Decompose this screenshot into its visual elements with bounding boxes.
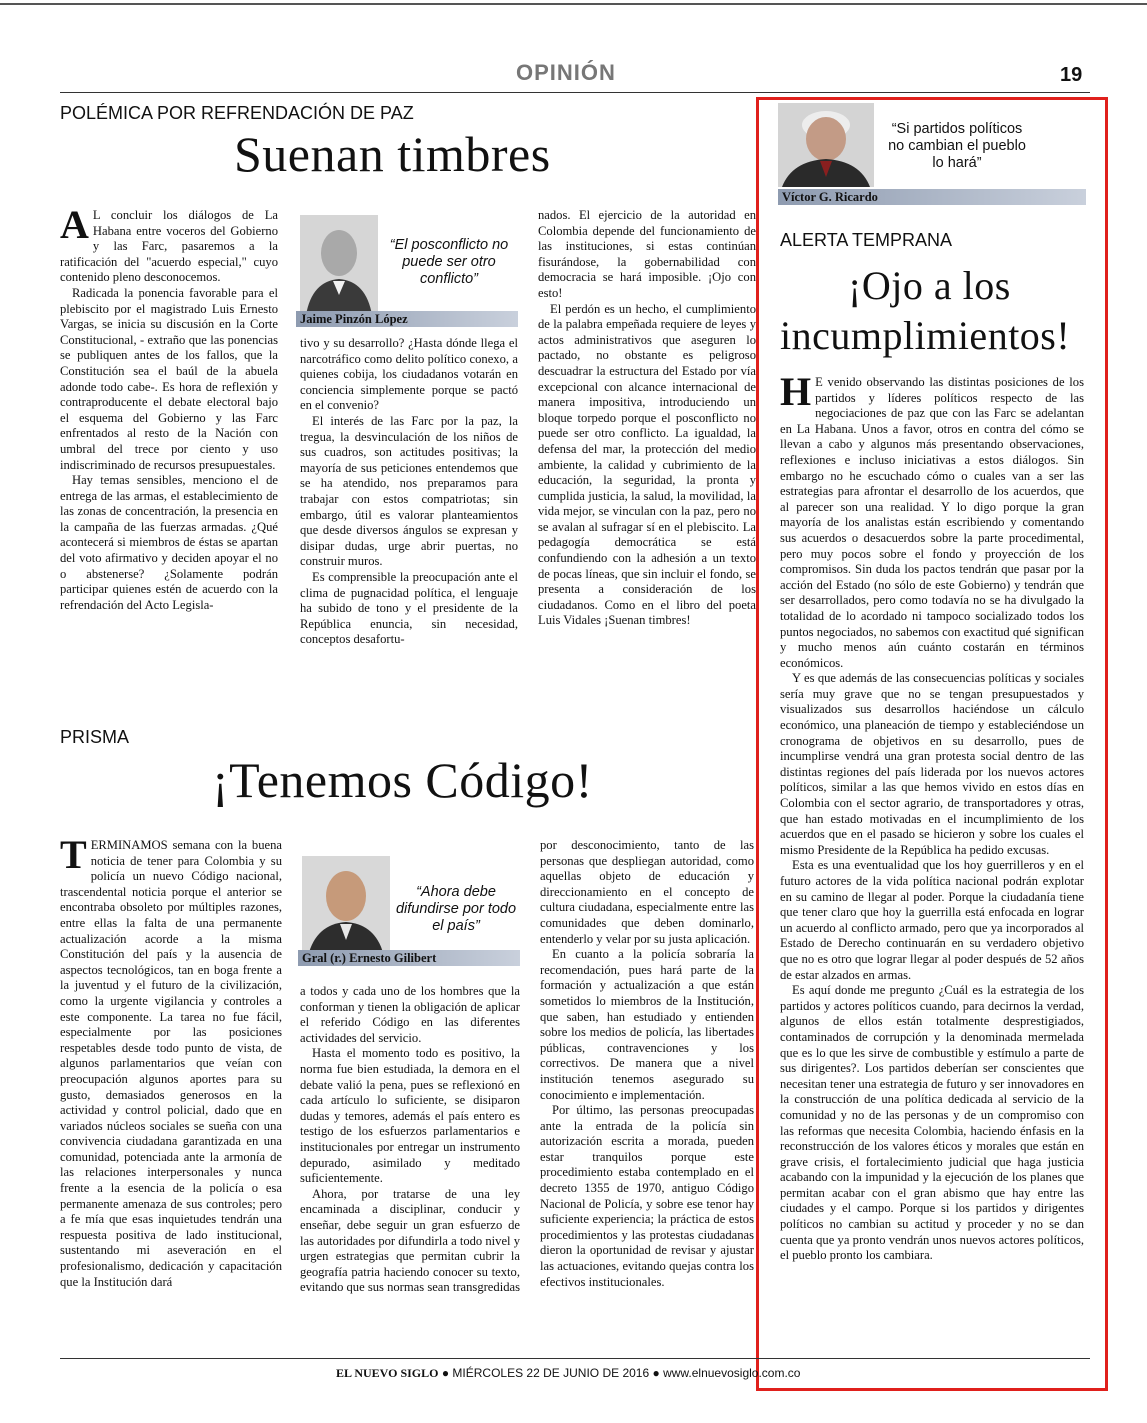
paragraph: El perdón es un hecho, el cumplimiento de la palabra empeñada requiere de leyes y actos administrativos que aseguren lo pactado, no obstante es peligroso descuadrar la estructura del Estado por vía excepcional con alcance internacional de manera impositiva, introduciendo un bloque torpedo porque el posconflicto no puede ser otro conflicto. La igualdad, la defensa del mar, la protección del medio ambiente, la calidad y cubrimiento de la educación, la seguridad, la pronta y cumplida justicia, la salud, la movilidad, la vida mejor, se vinculan con la paz, pero no se avalan al sufragar sí en el plebiscito. La pedagogía democrática se está confundiendo con la adhesión a un texto de pocas líneas, que sin incluir el fondo, se presenta a consideración de los ciudadanos. Como en el libro del poeta Luis Vidales ¡Suenan timbres! [538,301,756,628]
section-title: OPINIÓN [516,60,616,85]
top-rule [0,3,1147,5]
paragraph: tivo y su desarrollo? ¿Hasta dónde llega el narcotráfico como delito político conexo, a quienes cobija, los ciudadanos votarán en conciencia simplemente porque se pactó en el convenio? [300,336,518,413]
portrait-icon [302,856,390,956]
author-name-bar: Gral (r.) Ernesto Gilibert [298,950,520,966]
article3-author-box [778,103,1086,207]
bullet-icon: ● [441,1366,450,1380]
footer-date: MIÉRCOLES 22 DE JUNIO DE 2016 [452,1366,650,1380]
paragraph: Es aquí donde me pregunto ¿Cuál es la estrategia de los partidos y actores políticos cuando, para decirnos la verdad, algunos de ellos están totalmente desprestigiados, contaminados de corrupción y la denominada mermelada que es lo que les sirve de combustible y estímulo a parte de sus dirigentes?. Los partidos deberían ser conscientes que necesitan tener una estrategia de futuro y ser innovadores en la construcción de una política dedicada al servicio de la comunidad y no de las personas y de un compromiso con las reformas que necesita Colombia, haciendo énfasis en la reconstrucción de los valores éticos y morales que están en grave crisis, el fortalecimiento judicial que haga justicia acabando con la impunidad y la ejecución de los planes que permitan acabar con el gran abismo que hay entre las ciudades y el campo. Porque si los partidos y dirigentes políticos no cambian su actitud y proceder y no se dan cuenta que ya pronto vendrán unos nuevos actores políticos, el pueblo pronto los cambiara. [780,983,1084,1263]
paragraph: ERMINAMOS semana con la buena noticia de tener para Colombia y su policía un nuevo Código nacional, trascendental noticia porque el anterior se encontraba obsoleto por múltiples razones, entre ellas la falta de una permanente actualización acorde a la misma Constitución del país y la ausencia de aspectos tecnológicos, tan en boga frente a la juventud y el futuro de la civilización, como la urgente vigilancia y controles a este componente. La tarea no fue fácil, especialmente por las posiciones respetables desde todo punto de vista, de algunos parlamentarios que veían con preocupación algunos aportes para su gusto, demasiados generosos en la actividad y control policial, dado que en variados núcleos sociales se sueña con una convivencia ciudadana garantizada en una comunidad, potenciada ante la armonía de las relaciones interpersonales y nunca frente a la esencia de la policía o esa permanente amenaza de sus controles; pero a fe mía que esas inquietudes tendrán una respuesta positiva de lado institucional, sustentando mi aseveración en el profesionalismo, dedicación y capacitación que la Institución dará [60,838,282,1289]
paragraph: Radicada la ponencia favorable para el plebiscito por el magistrado Luis Ernesto Vargas, se inicia su discusión en la Corte Constitucional, - extraño que las ponencias se publiquen antes de los fallos, que la Constitución sea el baúl de la abuela adonde todo cabe-. Es hora de reflexión y contraproducente el debate electoral bajo el esquema del Gobierno y las Farc enfrentados al resto de la Nación con umbral del trece por ciento y uso indiscriminado de recursos presupuestales. [60,285,278,472]
paragraph: Esta es una eventualidad que los hoy guerrilleros y en el futuro actores de la vida política nacional podrán explotar en su camino de llegar al poder. Porque la ciudadanía tiene que tener claro que hoy la guerrilla está enfocada en lograr un acuerdo al conflicto armado, pero que ya incorporados al Estado de Derecho continuarán en su verdadero objetivo que no es otro que lograr llegar al poder después de 52 años de estar alzados en armas. [780,858,1084,982]
paragraph: Ahora, por tratarse de una ley encaminada a disciplinar, conducir y enseñar, debe seguir un gran esfuerzo de las autoridades por difundirla a todo nivel y urgen estrategias que permitan cubrir la geografía patria haciendo conocer su texto, evitando que sus normas sean transgredidas [300,1186,520,1295]
author-quote: “Si partidos políticos no cambian el pueblo lo hará” [888,121,1026,171]
header-rule [60,92,1090,93]
masthead-logo: EL NUEVO SIGLO [336,1366,439,1380]
paragraph: Hasta el momento todo es positivo, la norma fue bien estudiada, la demora en el debate valió la pena, pues se reflexionó en cada artículo lo suficiente, se disiparon dudas y temores, además el país entero es testigo de los esfuerzos parlamentarios e institucionales por entregar un instrumento depurado, asimilado y meditado suficientemente. [300,1046,520,1186]
article2-col2 [300,984,520,1296]
author-quote: “Ahora debe difundirse por todo el país” [395,884,517,934]
article1-author-box [296,213,518,329]
paragraph: Por último, las personas preocupadas ante la entrada de la policía sin autorización escrita a morada, pueden estar tranquilos porque este procedimiento estaba contemplado en el decreto 1355 de 1970, antiguo Código Nacional de Policía, y sobre ese tenor hay suficiente experiencia; la práctica de estos procedimientos y las protestas ciudadanas dieron la oportunidad de revisar y ajustar las actuaciones, evitando quejas contra los efectivos institucionales. [540,1103,754,1289]
footer-rule [60,1358,1090,1359]
paragraph: Es comprensible la preocupación ante el clima de pugnacidad política, el lenguaje ha subido de tono y el presidente de la República enuncia, sin necesidad, conceptos desafortu- [300,569,518,647]
article2-col1 [60,832,282,1290]
author-name-bar: Jaime Pinzón López [296,311,518,327]
article3-kicker: ALERTA TEMPRANA [780,230,953,250]
paragraph: L concluir los diálogos de La Habana entre voceros del Gobierno y las Farc, pasaremos a la ratificación del "acuerdo especial," cuyo contenido pleno desconocemos. [60,208,278,285]
bullet-icon: ● [652,1366,660,1380]
article2-headline: ¡Tenemos Código! [212,752,593,808]
article1-kicker: POLÉMICA POR REFRENDACIÓN DE PAZ [60,103,414,123]
paragraph: En cuanto a la policía sobraría la recomendación, pues hará parte de la formación y actualización a que están sometidos lo miembros de la Institución, que saben, han estudiado y entienden sobre los medios de policía, las libertades públicas, contravenciones y los correctivos. De manera que a nivel institución tenemos asegurado su conocimiento e implementación. [540,947,754,1102]
article1-headline: Suenan timbres [234,126,551,182]
author-quote: “El posconflicto no puede ser otro conflicto” [389,237,509,287]
author-photo [300,215,378,315]
author-photo [778,103,874,187]
paragraph: Hay temas sensibles, menciono el de entrega de las armas, el establecimiento de las zonas de concentración, la presencia en la campaña de las fuerzas armadas. ¿Qué acontecerá si miembros de éstas se apartan del voto afirmativo y deciden apoyar el no o abstenerse? ¿Solamente podrán participar quienes estén de acuerdo con la refrendación del Acto Legisla- [60,473,278,612]
article3-headline-line1: ¡Ojo a los [848,263,1011,308]
paragraph: Y es que además de las consecuencias políticas y sociales sería muy grave que no se tengan presupuestados y visualizados sus desarrollos haciéndose un cálculo económico, una planeación de tiempo y estableciéndose un cronograma de objetivos en su desarrollo, pues de incumplirse vendrá una gran protesta social dentro de las distintas regiones del país liderada por los nuevos actores políticos, similar a las que hemos vivido en estos días en Colombia con el sector agrario, de transportadores y otras, que han estado motivadas en el incumplimiento de los acuerdos que en el pasado se hicieron y sobre los cuales el mismo Presidente de la República ha pedido excusas. [780,671,1084,857]
paragraph: por desconocimiento, tanto de las personas que despliegan autoridad, como aquellas objeto de educación y direccionamiento en el concepto de cultura ciudadana, especialmente entre las comunidades que deben dominarlo, entenderlo y velar por su justa aplicación. [540,838,754,946]
article1-col2 [300,336,518,648]
article1-col1 [60,202,278,613]
article2-col3 [540,838,754,1290]
article3-headline-line2: incumplimientos! [780,313,1071,358]
portrait-icon [300,215,378,315]
paragraph: nados. El ejercicio de la autoridad en Colombia depende del funcionamiento de las instituciones, si estas continúan fisurándose, la gobernabilidad con democracia se hará imposible. ¡Ojo con esto! [538,208,756,300]
article3-body [780,369,1084,1264]
page-number: 19 [1060,64,1083,86]
paragraph: a todos y cada uno de los hombres que la conforman y tienen la obligación de aplicar el referido Código en las diferentes actividades del servicio. [300,984,520,1045]
article2-kicker: PRISMA [60,727,130,747]
paragraph: El interés de las Farc por la paz, la tregua, la desvinculación de los niños de sus cuadros, son actitudes positivas; la mayoría de sus peticiones entendemos que se ha atendido, nos preparamos para trabajar con estos compatriotas; sin embargo, útil es valorar planteamientos que desde diversos ángulos se expresan y disipar dudas, urge abrir puertas, no construir muros. [300,413,518,569]
article2-author-box [298,854,520,970]
paragraph: E venido observando las distintas posiciones de los partidos y líderes políticos respecto de las negociaciones de paz que con las Farc se adelantan en La Habana. Unos a favor, otros en contra del cómo se llevan a cabo y algunos más presentando observaciones, reflexiones e incluso iniciativas a estos diálogos. Sin embargo no he escuchado cómo o cuales van a ser las estrategias para afrontar el desarrollo de los acuerdos, que al parecer son una realidad. Y lo digo porque la gran mayoría de los analistas están escribiendo y comentando sus acuerdos o desacuerdos sobre la parte procedimental, pero muy pocos sobre el fondo y proyección de los compromisos. Sin duda los pactos tendrán que pasar por la acción del Estado (no sólo de este Gobierno) y tendrán que ser desarrollados, pero como todavía no se ha divulgado la totalidad de lo acordado ni tampoco socializado todos los puntos negociados, no sabemos con exactitud qué significan y mucho menos aún cuánto costarán en términos económicos. [780,375,1084,670]
author-photo [302,856,390,956]
portrait-icon [778,103,874,187]
footer [336,1366,800,1381]
footer-url: www.elnuevosiglo.com.co [663,1366,801,1380]
article1-col3 [538,208,756,629]
dropcap: T [60,832,87,877]
author-name-bar: Víctor G. Ricardo [778,189,1086,205]
dropcap: H [780,369,812,414]
dropcap: A [60,202,89,247]
